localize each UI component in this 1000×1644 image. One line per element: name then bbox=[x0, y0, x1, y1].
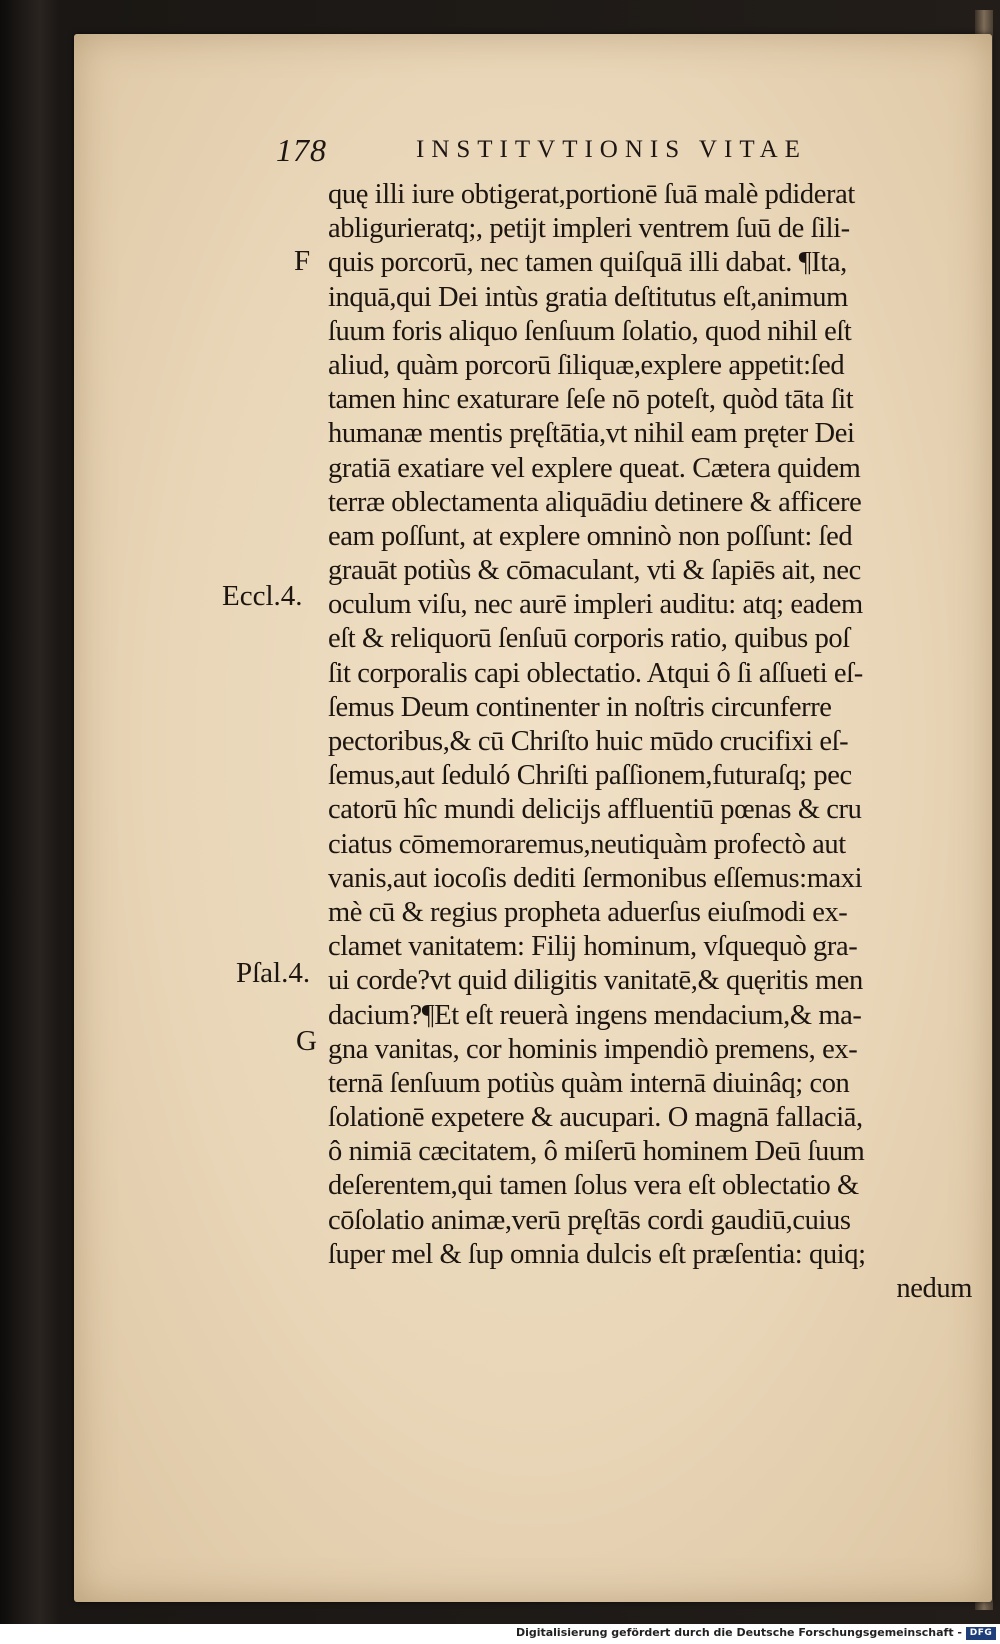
running-title: INSTITVTIONIS VITAE bbox=[416, 136, 807, 163]
margin-note-eccl: Eccl.4. bbox=[222, 580, 303, 612]
text-line: ternā ſenſuum potiùs quàm internā diuinâq; con bbox=[328, 1067, 850, 1099]
text-line: mè cū & regius propheta aduerſus eiuſmodi ex- bbox=[328, 896, 848, 928]
text-line: humanæ mentis pręſtātia,vt nihil eam pręter Dei bbox=[328, 418, 855, 450]
text-line: ſemus Deum continenter in noſtris circunferre bbox=[328, 691, 832, 723]
footer-bar bbox=[0, 1624, 1000, 1644]
text-line: terræ oblectamenta aliquādiu detinere & afficere bbox=[328, 486, 862, 518]
text-line: ô nimiā cæcitatem, ô miſerū hominem Deū ſuum bbox=[328, 1136, 865, 1168]
running-head bbox=[276, 132, 896, 172]
text-line: catorū hîc mundi delicijs affluentiū pœnas & cru bbox=[328, 794, 862, 826]
text-line: quę illi iure obtigerat,portionē ſuā malè pdiderat bbox=[328, 179, 855, 210]
text-line: dacium?¶Et eſt reuerà ingens mendacium,& ma- bbox=[328, 999, 862, 1031]
margin-note-letter-f: F bbox=[294, 245, 311, 277]
text-line: cōſolatio animæ,verū pręſtās cordi gaudiū,cuius bbox=[328, 1204, 851, 1236]
text-line: abligurieratq;, petijt impleri ventrem ſuū de ſili- bbox=[328, 213, 850, 245]
catchword: nedum bbox=[896, 1273, 972, 1304]
text-line: ſit corporalis capi oblectatio. Atqui ô ſi aſſueti eſ- bbox=[328, 657, 863, 689]
text-line: clamet vanitatem: Filij hominum, vſquequò gra- bbox=[328, 931, 858, 963]
body-text bbox=[328, 178, 974, 1306]
text-line: ſuum foris aliquo ſenſuum ſolatio, quod nihil eſt bbox=[328, 315, 852, 347]
text-line: gna vanitas, cor hominis impendiò premens, ex- bbox=[328, 1033, 858, 1065]
text-line: oculum viſu, nec aurē impleri auditu: atq; eadem bbox=[328, 589, 863, 621]
text-line: ſemus,aut ſeduló Chriſti paſſionem,futuraſq; pec bbox=[328, 760, 852, 792]
text-line: tamen hinc exaturare ſeſe nō poteſt, quòd tāta ſit bbox=[328, 384, 854, 416]
text-line: vanis,aut iocoſis dediti ſermonibus eſſemus:maxi bbox=[328, 862, 863, 894]
text-line: pectoribus,& cū Chriſto huic mūdo crucifixi eſ- bbox=[328, 726, 849, 757]
text-line: inquā,qui Dei intùs gratia deſtitutus eſt,animum bbox=[328, 281, 848, 313]
margin-note-letter-g: G bbox=[296, 1025, 317, 1057]
text-line: ciatus cōmemoraremus,neutiquàm profectò aut bbox=[328, 828, 846, 860]
text-line: quis porcorū, nec tamen quiſquā illi dabat. ¶Ita, bbox=[328, 247, 847, 279]
footer-credit: Digitalisierung gefördert durch die Deutsche Forschungsgemeinschaft - bbox=[515, 1626, 962, 1639]
text-line: grauāt potiùs & cōmaculant, vti & ſapiēs ait, nec bbox=[328, 555, 861, 587]
text-line: ui corde?vt quid diligitis vanitatē,& quęritis men bbox=[328, 965, 863, 997]
dfg-logo-icon: DFG bbox=[966, 1627, 996, 1640]
text-line: ſolationē expetere & aucupari. O magnā fallaciā, bbox=[328, 1102, 863, 1134]
text-line: deſerentem,qui tamen ſolus vera eſt oblectatio & bbox=[328, 1170, 859, 1202]
text-line: ſuper mel & ſup omnia dulcis eſt præſentia: quiq; bbox=[328, 1238, 866, 1270]
text-line: eam poſſunt, at explere omninò non poſſunt: ſed bbox=[328, 520, 853, 552]
text-line: aliud, quàm porcorū ſiliquæ,explere appetit:ſed bbox=[328, 349, 845, 381]
page-number: 178 bbox=[276, 132, 327, 168]
text-line: gratiā exatiare vel explere queat. Cætera quidem bbox=[328, 452, 861, 484]
margin-note-psal: Pſal.4. bbox=[236, 957, 311, 989]
text-line: eſt & reliquorū ſenſuū corporis ratio, quibus poſ bbox=[328, 623, 850, 655]
